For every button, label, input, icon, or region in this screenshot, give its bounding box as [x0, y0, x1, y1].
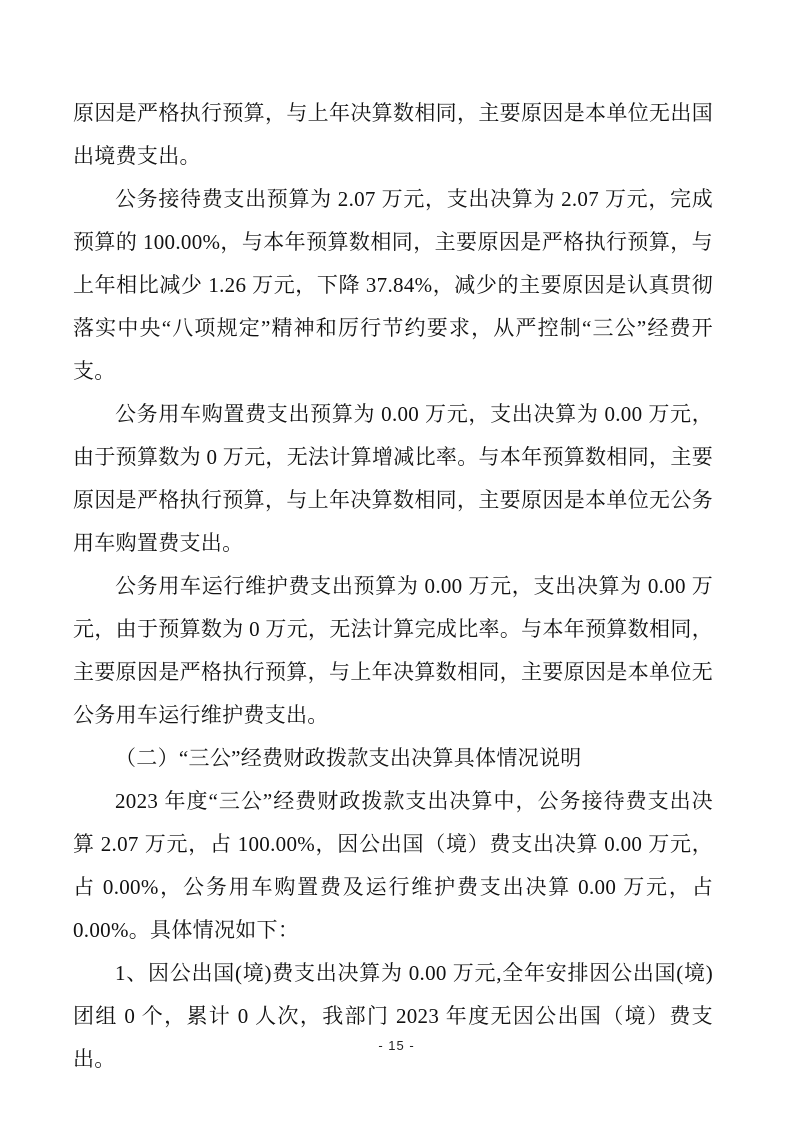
paragraph-vehicle-maintenance-expense: 公务用车运行维护费支出预算为 0.00 万元，支出决算为 0.00 万元，由于预算数为 0 万元，无法计算完成比率。与本年预算数相同，主要原因是严格执行预算，与上年决算数相同，主要原因是本单位无公务用车运行维护费支出。: [73, 574, 713, 727]
paragraph-three-public-summary: 2023 年度“三公”经费财政拨款支出决算中，公务接待费支出决算 2.07 万元，占 100.00%，因公出国（境）费支出决算 0.00 万元，占 0.00%，公务用车购置费及运行维护费支出决算 0.00 万元，占 0.00%。具体情况如下：: [73, 789, 713, 942]
paragraph-reception-expense: 公务接待费支出预算为 2.07 万元，支出决算为 2.07 万元，完成预算的 100.00%，与本年预算数相同，主要原因是严格执行预算，与上年相比减少 1.26 万元，下降 37.84%，减少的主要原因是认真贯彻落实中央“八项规定”精神和厉行节约要求，从严控制“三公”经费开支。: [73, 187, 713, 383]
paragraph-overseas-travel-detail: 1、因公出国(境)费支出决算为 0.00 万元,全年安排因公出国(境)团组 0 个，累计 0 人次，我部门 2023 年度无因公出国（境）费支出。: [73, 961, 713, 1071]
paragraph-continuation: 原因是严格执行预算，与上年决算数相同，主要原因是本单位无出国出境费支出。: [73, 101, 713, 168]
document-body: [73, 92, 713, 1081]
section-heading: （二）“三公”经费财政拨款支出决算具体情况说明: [115, 746, 582, 770]
page-number: - 15 -: [378, 1038, 415, 1053]
paragraph-vehicle-purchase-expense: 公务用车购置费支出预算为 0.00 万元，支出决算为 0.00 万元，由于预算数为 0 万元，无法计算增减比率。与本年预算数相同，主要原因是严格执行预算，与上年决算数相同，主要原因是本单位无公务用车购置费支出。: [73, 402, 713, 555]
